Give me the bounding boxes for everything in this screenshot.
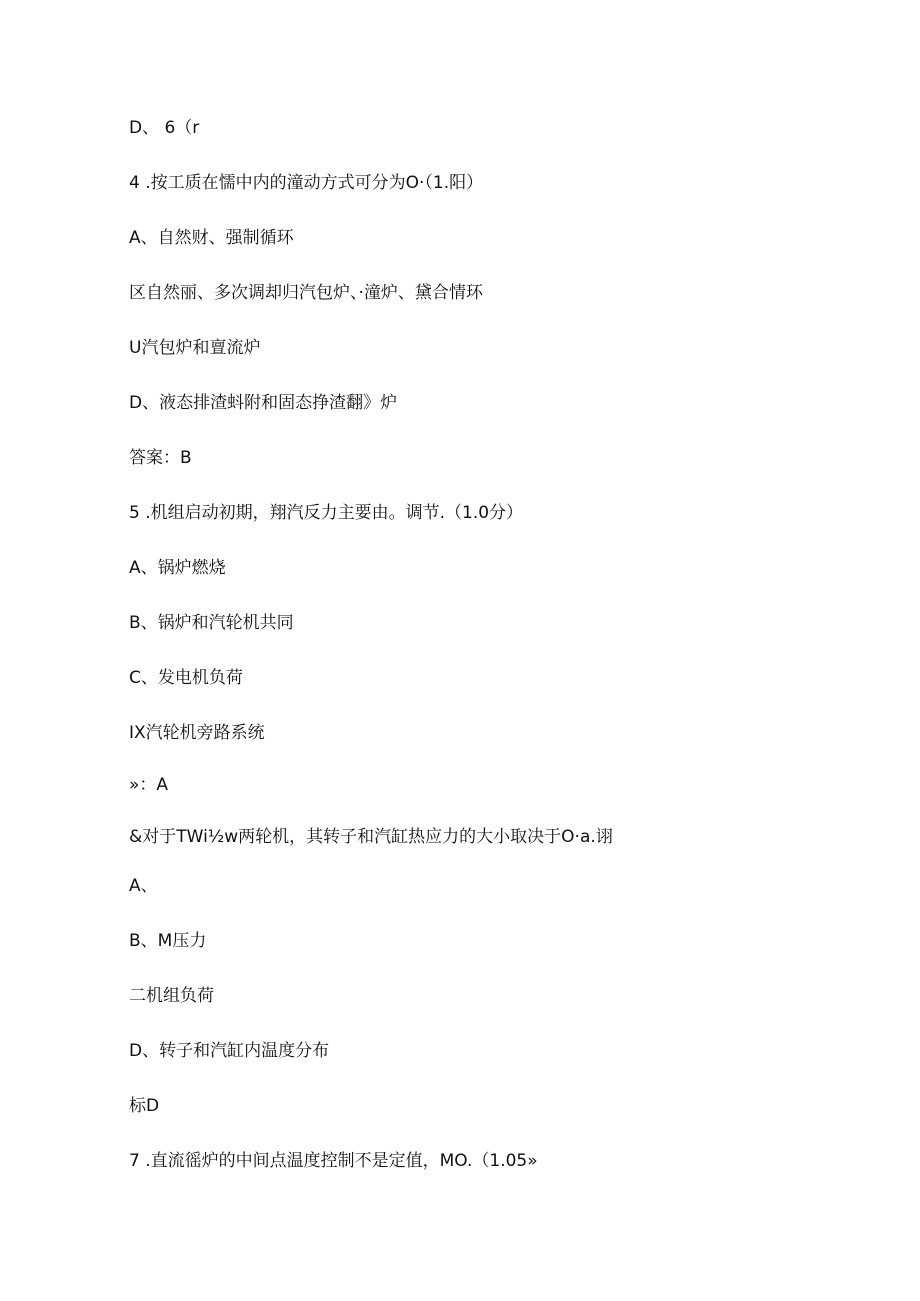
- question-5: 5 .机组启动初期，翔汽反力主要由。调节.（1.0分）: [129, 503, 524, 523]
- option-a-q4: A、自然财、强制循环: [129, 228, 294, 248]
- option-b-q4: 区自然丽、多次调却归汽包炉、·潼炉、黛合情环: [129, 283, 483, 303]
- option-c-q5: C、发电机负荷: [129, 668, 243, 688]
- answer-q5: »：A: [129, 775, 169, 795]
- option-a-q5: A、锅炉燃烧: [129, 558, 226, 578]
- question-7: 7 .直流徭炉的中间点温度控制不是定值，MO.（1.05»: [129, 1151, 538, 1171]
- question-4: 4 .按工质在懦中内的潼动方式可分为O·（1.阳）: [129, 173, 484, 193]
- option-c-q6: 二机组负荷: [129, 986, 214, 1006]
- answer-q4: 答案：B: [129, 448, 192, 468]
- option-d-q5: IX汽轮机旁路系统: [129, 723, 265, 743]
- option-b-q5: B、锅炉和汽轮机共同: [129, 613, 294, 633]
- option-d-q6: D、转子和汽缸内温度分布: [129, 1041, 330, 1061]
- option-c-q4: U汽包炉和亶流炉: [129, 338, 261, 358]
- option-a-q6: A、: [129, 876, 158, 896]
- option-b-q6: B、M压力: [129, 931, 207, 951]
- option-d-q3: D、 6（r: [129, 118, 200, 138]
- answer-q6: 标D: [129, 1096, 160, 1116]
- question-6: &对于TWi½w两轮机，其转子和汽缸热应力的大小取决于O·a.诩: [129, 827, 613, 847]
- option-d-q4: D、液态排渣蚪附和固态挣渣翻》炉: [129, 393, 398, 413]
